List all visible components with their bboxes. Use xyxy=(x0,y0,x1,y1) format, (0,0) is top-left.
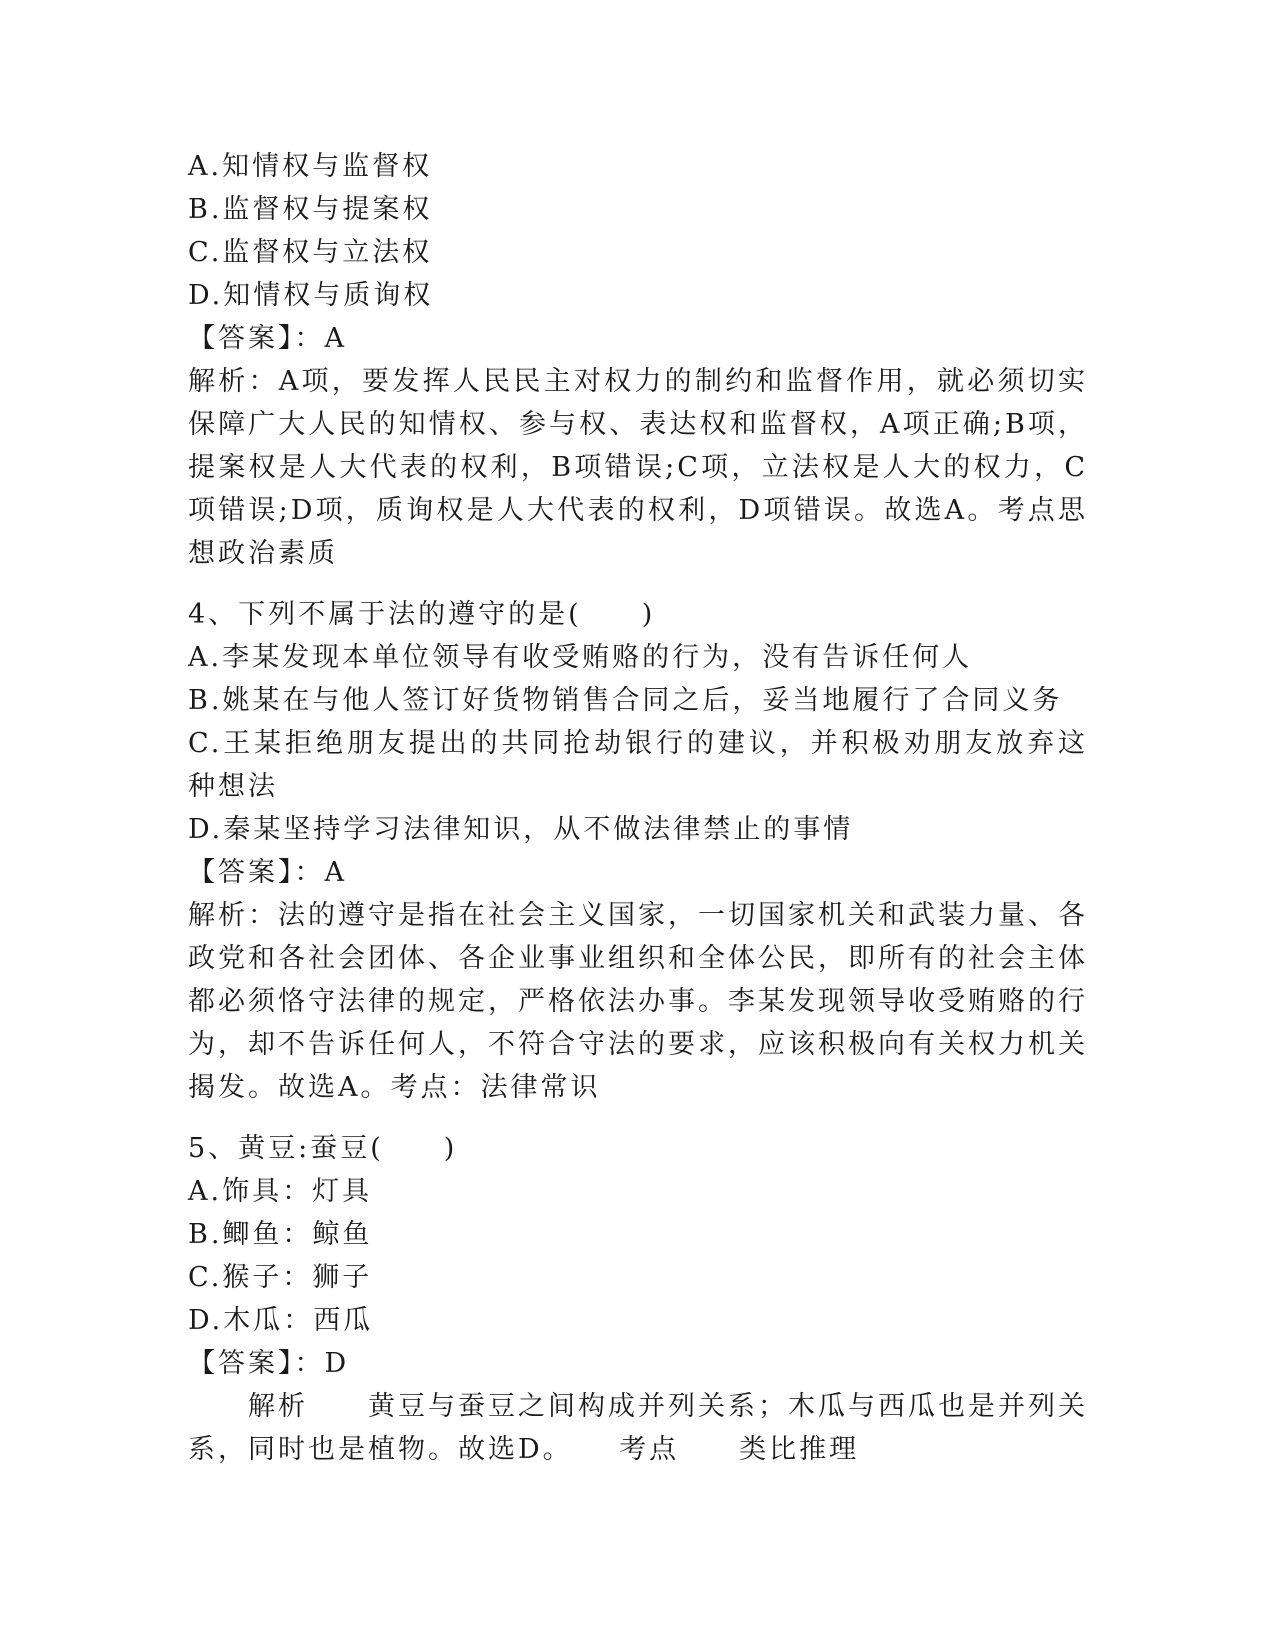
q3-option-b: B.监督权与提案权 xyxy=(188,194,433,225)
q5-answer: 【答案】：D xyxy=(188,1348,350,1379)
q5-analysis: 解析 黄豆与蚕豆之间构成并列关系；木瓜与西瓜也是并列关系，同时也是植物。故选D。 考点 类比推理 xyxy=(188,1391,1088,1465)
q4-answer: 【答案】：A xyxy=(188,857,347,888)
q4-option-d: D.秦某坚持学习法律知识，从不做法律禁止的事情 xyxy=(188,814,854,845)
q3-analysis: 解析：A项，要发挥人民民主对权力的制约和监督作用，就必须切实保障广大人民的知情权、参与权、表达权和监督权，A项正确;B项，提案权是人大代表的权利，B项错误;C项，立法权是人大的权力，C项错误;D项，质询权是人大代表的权利，D项错误。故选A。考点思想政治素质 xyxy=(188,366,1088,569)
q4-option-a: A.李某发现本单位领导有收受贿赂的行为，没有告诉任何人 xyxy=(188,642,973,673)
q5-question: 5、黄豆:蚕豆( ) xyxy=(188,1133,458,1164)
q4-question: 4、下列不属于法的遵守的是( ) xyxy=(188,599,656,630)
q5-option-c: C.猴子：狮子 xyxy=(188,1262,373,1293)
q5-option-b: B.鲫鱼：鲸鱼 xyxy=(188,1219,373,1250)
q3-option-d: D.知情权与质询权 xyxy=(188,280,434,311)
q5-option-d: D.木瓜：西瓜 xyxy=(188,1305,374,1336)
document-page xyxy=(188,145,1088,1471)
q4-analysis: 解析：法的遵守是指在社会主义国家，一切国家机关和武装力量、各政党和各社会团体、各企业事业组织和全体公民，即所有的社会主体都必须恪守法律的规定，严格依法办事。李某发现领导收受贿赂的行为，却不告诉任何人，不符合守法的要求，应该积极向有关权力机关揭发。故选A。考点：法律常识 xyxy=(188,900,1088,1103)
spacer xyxy=(188,1109,1088,1127)
q4-option-b: B.姚某在与他人签订好货物销售合同之后，妥当地履行了合同义务 xyxy=(188,685,1063,716)
q3-answer: 【答案】：A xyxy=(188,323,347,354)
q5-option-a: A.饰具：灯具 xyxy=(188,1176,373,1207)
q3-option-c: C.监督权与立法权 xyxy=(188,237,433,268)
q4-option-c: C.王某拒绝朋友提出的共同抢劫银行的建议，并积极劝朋友放弃这种想法 xyxy=(188,728,1088,802)
spacer xyxy=(188,575,1088,593)
q3-option-a: A.知情权与监督权 xyxy=(188,151,433,182)
